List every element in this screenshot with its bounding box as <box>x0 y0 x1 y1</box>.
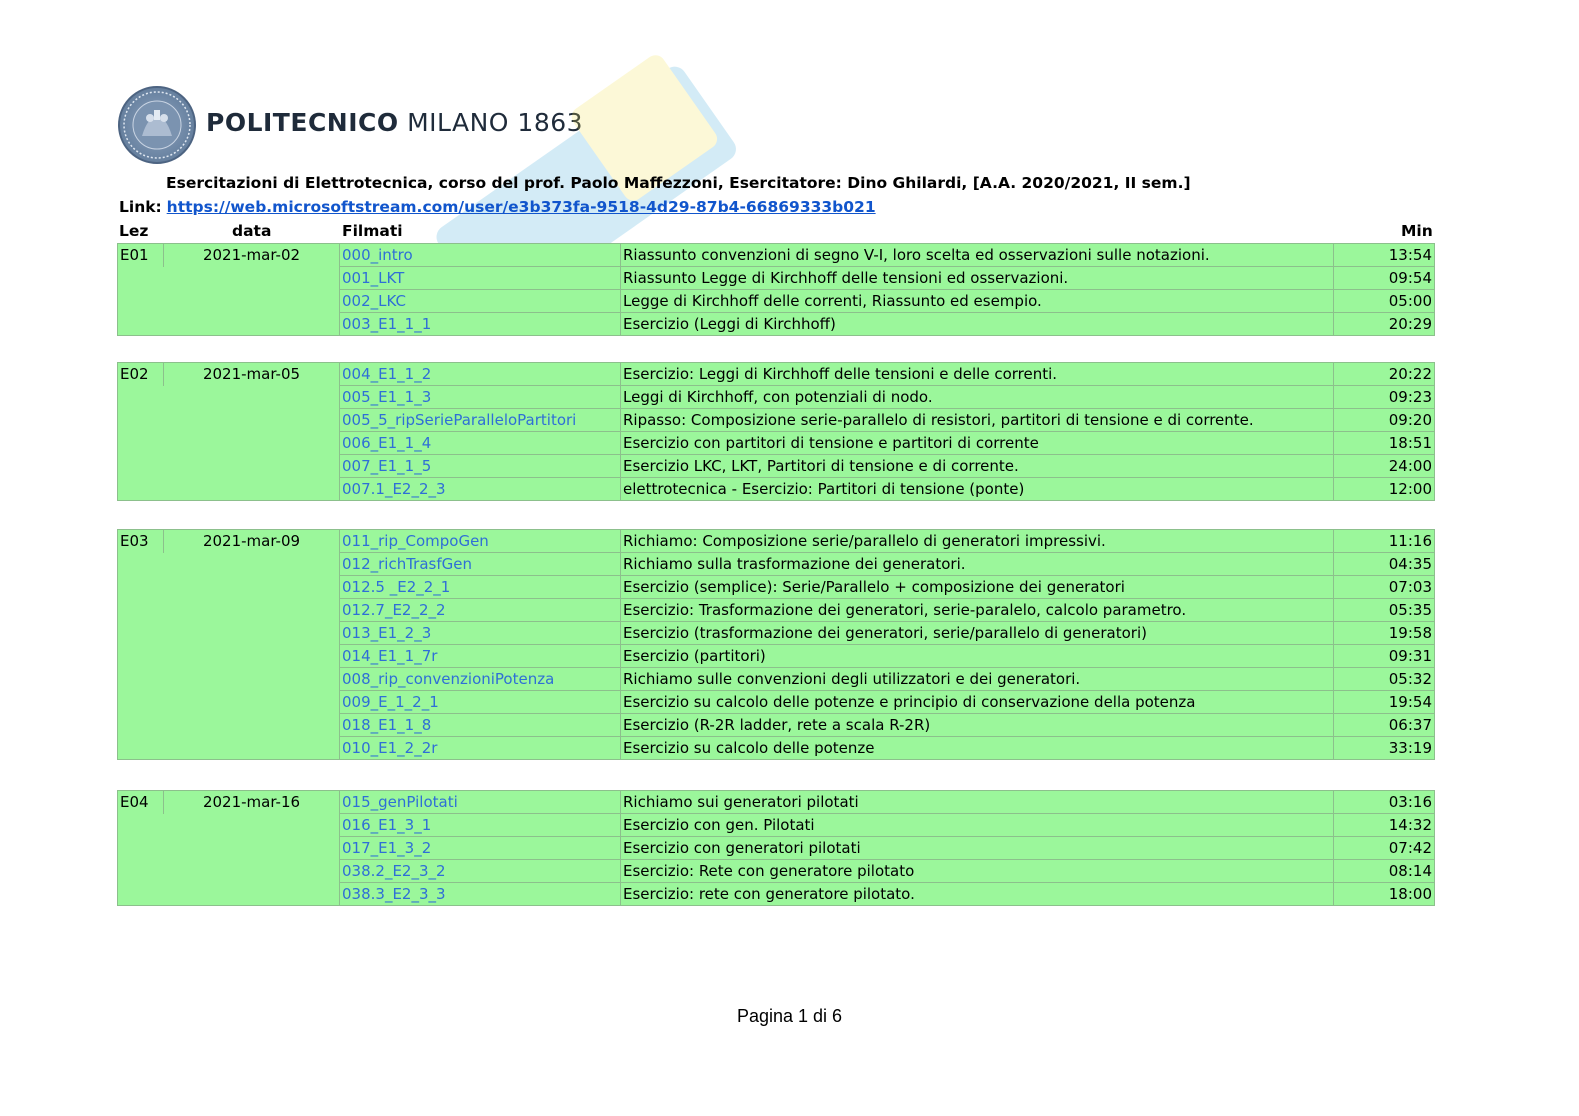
video-duration: 09:23 <box>1334 386 1435 409</box>
video-duration: 06:37 <box>1334 714 1435 737</box>
lesson-date <box>164 883 340 906</box>
video-description: Esercizio con partitori di tensione e partitori di corrente <box>621 432 1334 455</box>
video-link[interactable]: 014_E1_1_7r <box>340 645 621 668</box>
lesson-date: 2021-mar-05 <box>164 363 340 386</box>
table-row <box>118 668 1435 691</box>
lesson-date <box>164 478 340 501</box>
lesson-date <box>164 814 340 837</box>
lesson-date: 2021-mar-09 <box>164 530 340 553</box>
table-row <box>118 530 1435 553</box>
lesson-date: 2021-mar-02 <box>164 244 340 267</box>
lesson-date <box>164 576 340 599</box>
video-link[interactable]: 038.3_E2_3_3 <box>340 883 621 906</box>
video-link[interactable]: 015_genPilotati <box>340 791 621 814</box>
lesson-table-e03 <box>117 529 1435 760</box>
video-duration: 05:00 <box>1334 290 1435 313</box>
video-link[interactable]: 005_E1_1_3 <box>340 386 621 409</box>
lesson-date <box>164 837 340 860</box>
lesson-code: E01 <box>118 244 164 267</box>
video-description: Esercizio (partitori) <box>621 645 1334 668</box>
video-description: elettrotecnica - Esercizio: Partitori di tensione (ponte) <box>621 478 1334 501</box>
video-description: Riassunto convenzioni di segno V-I, loro scelta ed osservazioni sulle notazioni. <box>621 244 1334 267</box>
video-duration: 09:20 <box>1334 409 1435 432</box>
lesson-code <box>118 432 164 455</box>
table-row <box>118 883 1435 906</box>
stream-link[interactable]: https://web.microsoftstream.com/user/e3b373fa-9518-4d29-87b4-66869333b021 <box>166 198 876 216</box>
video-duration: 05:32 <box>1334 668 1435 691</box>
video-description: Legge di Kirchhoff delle correnti, Riassunto ed esempio. <box>621 290 1334 313</box>
video-link[interactable]: 000_intro <box>340 244 621 267</box>
video-description: Esercizio: Trasformazione dei generatori, serie-paralelo, calcolo parametro. <box>621 599 1334 622</box>
lesson-table-e01 <box>117 243 1435 336</box>
video-description: Richiamo sulle convenzioni degli utilizzatori e dei generatori. <box>621 668 1334 691</box>
video-duration: 08:14 <box>1334 860 1435 883</box>
lesson-date <box>164 645 340 668</box>
table-row <box>118 860 1435 883</box>
lesson-code <box>118 267 164 290</box>
video-duration: 14:32 <box>1334 814 1435 837</box>
table-row <box>118 244 1435 267</box>
table-row <box>118 837 1435 860</box>
table-row <box>118 290 1435 313</box>
video-description: Esercizio (trasformazione dei generatori, serie/parallelo di generatori) <box>621 622 1334 645</box>
column-header-data: data <box>232 222 272 240</box>
table-row <box>118 478 1435 501</box>
table-row <box>118 553 1435 576</box>
document-title: Esercitazioni di Elettrotecnica, corso del prof. Paolo Maffezzoni, Esercitatore: Dino Ghilardi, [A.A. 2020/2021, II sem.] <box>166 174 1191 192</box>
lesson-table-e02 <box>117 362 1435 501</box>
lesson-code <box>118 553 164 576</box>
lesson-code: E04 <box>118 791 164 814</box>
lesson-code <box>118 714 164 737</box>
table-row <box>118 432 1435 455</box>
table-row <box>118 455 1435 478</box>
video-duration: 11:16 <box>1334 530 1435 553</box>
video-duration: 18:51 <box>1334 432 1435 455</box>
lesson-code <box>118 599 164 622</box>
video-link[interactable]: 018_E1_1_8 <box>340 714 621 737</box>
table-row <box>118 409 1435 432</box>
lesson-date <box>164 860 340 883</box>
table-row <box>118 576 1435 599</box>
lesson-code <box>118 478 164 501</box>
lesson-code <box>118 737 164 760</box>
lesson-code: E02 <box>118 363 164 386</box>
video-description: Esercizio LKC, LKT, Partitori di tensione e di corrente. <box>621 455 1334 478</box>
page-footer: Pagina 1 di 6 <box>736 1006 843 1026</box>
video-description: Esercizio: Rete con generatore pilotato <box>621 860 1334 883</box>
lesson-code <box>118 386 164 409</box>
politecnico-seal-logo <box>118 86 196 164</box>
video-duration: 07:42 <box>1334 837 1435 860</box>
lesson-date <box>164 313 340 336</box>
video-description: Esercizio (R-2R ladder, rete a scala R-2R) <box>621 714 1334 737</box>
video-link[interactable]: 012.7_E2_2_2 <box>340 599 621 622</box>
lesson-code <box>118 290 164 313</box>
video-link[interactable]: 005_5_ripSerieParalleloPartitori <box>340 409 621 432</box>
lesson-date <box>164 432 340 455</box>
lesson-date: 2021-mar-16 <box>164 791 340 814</box>
video-link[interactable]: 006_E1_1_4 <box>340 432 621 455</box>
video-duration: 07:03 <box>1334 576 1435 599</box>
video-duration: 33:19 <box>1334 737 1435 760</box>
table-row <box>118 814 1435 837</box>
video-link[interactable]: 013_E1_2_3 <box>340 622 621 645</box>
link-row <box>119 198 876 216</box>
institution-name: POLITECNICO MILANO 1863 <box>206 108 584 137</box>
table-row <box>118 599 1435 622</box>
lesson-code <box>118 883 164 906</box>
table-row <box>118 714 1435 737</box>
video-link[interactable]: 016_E1_3_1 <box>340 814 621 837</box>
lesson-date <box>164 267 340 290</box>
seal-figures-icon <box>120 88 194 162</box>
lesson-code <box>118 576 164 599</box>
video-link[interactable]: 004_E1_1_2 <box>340 363 621 386</box>
video-description: Riassunto Legge di Kirchhoff delle tensioni ed osservazioni. <box>621 267 1334 290</box>
video-duration: 04:35 <box>1334 553 1435 576</box>
video-link[interactable]: 009_E_1_2_1 <box>340 691 621 714</box>
table-row <box>118 691 1435 714</box>
video-duration: 24:00 <box>1334 455 1435 478</box>
video-link[interactable]: 007.1_E2_2_3 <box>340 478 621 501</box>
video-description: Esercizio: Leggi di Kirchhoff delle tensioni e delle correnti. <box>621 363 1334 386</box>
video-link[interactable]: 017_E1_3_2 <box>340 837 621 860</box>
table-row <box>118 386 1435 409</box>
lesson-date <box>164 409 340 432</box>
video-duration: 09:54 <box>1334 267 1435 290</box>
table-row <box>118 622 1435 645</box>
video-description: Leggi di Kirchhoff, con potenziali di nodo. <box>621 386 1334 409</box>
table-row <box>118 645 1435 668</box>
video-description: Esercizio su calcolo delle potenze e principio di conservazione della potenza <box>621 691 1334 714</box>
lesson-code <box>118 313 164 336</box>
column-header-lez: Lez <box>119 222 149 240</box>
table-row <box>118 363 1435 386</box>
video-link[interactable]: 011_rip_CompoGen <box>340 530 621 553</box>
video-duration: 05:35 <box>1334 599 1435 622</box>
lesson-date <box>164 290 340 313</box>
video-description: Richiamo: Composizione serie/parallelo di generatori impressivi. <box>621 530 1334 553</box>
lesson-date <box>164 714 340 737</box>
lesson-date <box>164 691 340 714</box>
video-link[interactable]: 010_E1_2_2r <box>340 737 621 760</box>
video-duration: 19:54 <box>1334 691 1435 714</box>
column-header-filmati: Filmati <box>342 222 403 240</box>
video-link[interactable]: 012_richTrasfGen <box>340 553 621 576</box>
lesson-code <box>118 409 164 432</box>
video-duration: 09:31 <box>1334 645 1435 668</box>
lesson-code <box>118 622 164 645</box>
video-duration: 03:16 <box>1334 791 1435 814</box>
video-link[interactable]: 003_E1_1_1 <box>340 313 621 336</box>
video-link[interactable]: 038.2_E2_3_2 <box>340 860 621 883</box>
lesson-table-e04 <box>117 790 1435 906</box>
video-description: Esercizio (Leggi di Kirchhoff) <box>621 313 1334 336</box>
video-duration: 12:00 <box>1334 478 1435 501</box>
lesson-code <box>118 645 164 668</box>
video-duration: 19:58 <box>1334 622 1435 645</box>
video-description: Richiamo sui generatori pilotati <box>621 791 1334 814</box>
lesson-date <box>164 599 340 622</box>
video-link[interactable]: 012.5 _E2_2_1 <box>340 576 621 599</box>
video-description: Esercizio con generatori pilotati <box>621 837 1334 860</box>
lesson-date <box>164 737 340 760</box>
video-description: Esercizio su calcolo delle potenze <box>621 737 1334 760</box>
video-link[interactable]: 007_E1_1_5 <box>340 455 621 478</box>
lesson-code <box>118 837 164 860</box>
lesson-code <box>118 691 164 714</box>
lesson-date <box>164 622 340 645</box>
table-row <box>118 737 1435 760</box>
video-duration: 13:54 <box>1334 244 1435 267</box>
column-header-min: Min <box>1401 222 1433 240</box>
lesson-code: E03 <box>118 530 164 553</box>
video-description: Richiamo sulla trasformazione dei generatori. <box>621 553 1334 576</box>
table-row <box>118 791 1435 814</box>
video-description: Esercizio con gen. Pilotati <box>621 814 1334 837</box>
lesson-code <box>118 455 164 478</box>
lesson-date <box>164 386 340 409</box>
video-description: Esercizio: rete con generatore pilotato. <box>621 883 1334 906</box>
link-label: Link: <box>119 198 162 216</box>
table-row <box>118 267 1435 290</box>
video-link[interactable]: 001_LKT <box>340 267 621 290</box>
lesson-code <box>118 860 164 883</box>
video-link[interactable]: 002_LKC <box>340 290 621 313</box>
lesson-code <box>118 668 164 691</box>
video-description: Esercizio (semplice): Serie/Parallelo + composizione dei generatori <box>621 576 1334 599</box>
lesson-date <box>164 455 340 478</box>
video-duration: 20:22 <box>1334 363 1435 386</box>
video-duration: 18:00 <box>1334 883 1435 906</box>
lesson-code <box>118 814 164 837</box>
table-row <box>118 313 1435 336</box>
video-description: Ripasso: Composizione serie-parallelo di resistori, partitori di tensione e di corrente. <box>621 409 1334 432</box>
video-duration: 20:29 <box>1334 313 1435 336</box>
lesson-date <box>164 668 340 691</box>
lesson-date <box>164 553 340 576</box>
video-link[interactable]: 008_rip_convenzioniPotenza <box>340 668 621 691</box>
